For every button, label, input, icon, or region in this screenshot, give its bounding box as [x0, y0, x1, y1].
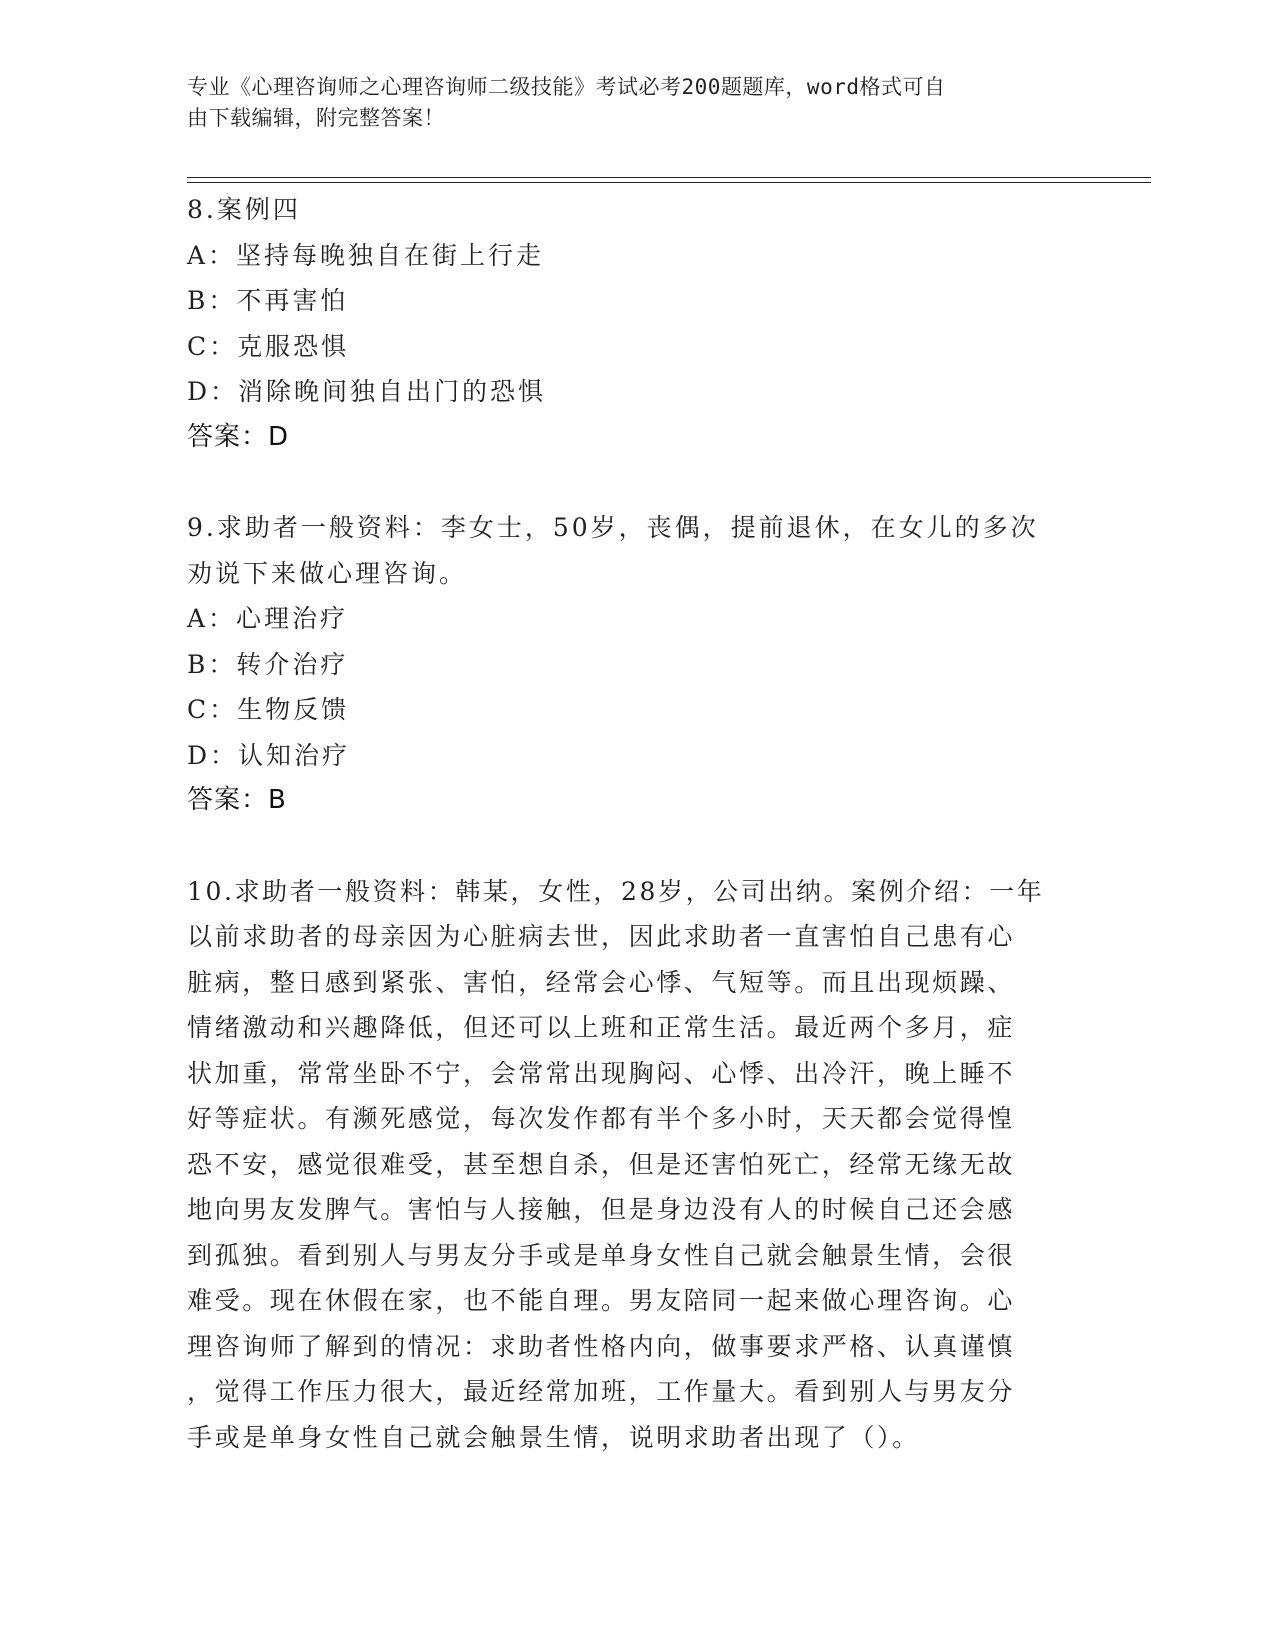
header-line-1: 专业《心理咨询师之心理咨询师二级技能》考试必考200题题库，word格式可自	[187, 75, 946, 99]
answer-line: 答案：D	[187, 421, 290, 452]
header-rule-bottom	[187, 182, 1151, 183]
option-c: C：生物反馈	[187, 695, 350, 724]
question-stem-line: 理咨询师了解到的情况：求助者性格内向，做事要求严格、认真谨慎	[187, 1331, 1016, 1361]
question-stem-line: 脏病，整日感到紧张、害怕，经常会心悸、气短等。而且出现烦躁、	[187, 967, 1016, 997]
question-stem-line: 到孤独。看到别人与男友分手或是单身女性自己就会触景生情，会很	[187, 1240, 1016, 1270]
header-rule-top	[187, 177, 1151, 178]
question-stem-line: 地向男友发脾气。害怕与人接触，但是身边没有人的时候自己还会感	[187, 1195, 1016, 1224]
question-stem-line: 9.求助者一般资料：李女士，50岁，丧偶，提前退休，在女儿的多次	[187, 513, 1039, 542]
answer-line: 答案：B	[187, 785, 287, 815]
question-9	[187, 505, 1077, 824]
document-header	[187, 72, 1067, 134]
question-stem-line: 10.求助者一般资料：韩某，女性，28岁，公司出纳。案例介绍：一年	[187, 876, 1045, 906]
question-list	[187, 187, 1077, 1460]
question-stem-line: 恐不安，感觉很难受，甚至想自杀，但是还害怕死亡，经常无缘无故	[187, 1149, 1016, 1179]
option-a: A：坚持每晚独自在街上行走	[187, 240, 545, 270]
question-stem-line: ，觉得工作压力很大，最近经常加班，工作量大。看到别人与男友分	[187, 1377, 1016, 1406]
question-10	[187, 869, 1077, 1461]
header-line-2: 由下载编辑，附完整答案！	[187, 106, 445, 130]
spacer	[187, 460, 1077, 505]
spacer	[187, 824, 1077, 869]
question-stem-line: 以前求助者的母亲因为心脏病去世，因此求助者一直害怕自己患有心	[187, 922, 1016, 951]
question-stem-line: 难受。现在休假在家，也不能自理。男友陪同一起来做心理咨询。心	[187, 1286, 1016, 1315]
question-8	[187, 187, 1077, 460]
option-b: B：不再害怕	[187, 286, 349, 315]
option-a: A：心理治疗	[187, 604, 349, 633]
option-c: C：克服恐惧	[187, 331, 350, 361]
option-d: D：认知治疗	[187, 740, 351, 770]
question-stem-line: 情绪激动和兴趣降低，但还可以上班和正常生活。最近两个多月，症	[187, 1013, 1016, 1042]
question-stem-line: 状加重，常常坐卧不宁，会常常出现胸闷、心悸、出冷汗，晚上睡不	[187, 1058, 1016, 1088]
question-stem-line: 劝说下来做心理咨询。	[187, 558, 468, 588]
option-d: D：消除晚间独自出门的恐惧	[187, 377, 547, 406]
question-stem-line: 好等症状。有濒死感觉，每次发作都有半个多小时，天天都会觉得惶	[187, 1104, 1016, 1133]
question-stem-line: 手或是单身女性自己就会触景生情，说明求助者出现了（）。	[187, 1422, 920, 1452]
question-stem: 8.案例四	[187, 195, 301, 224]
option-b: B：转介治疗	[187, 649, 349, 679]
